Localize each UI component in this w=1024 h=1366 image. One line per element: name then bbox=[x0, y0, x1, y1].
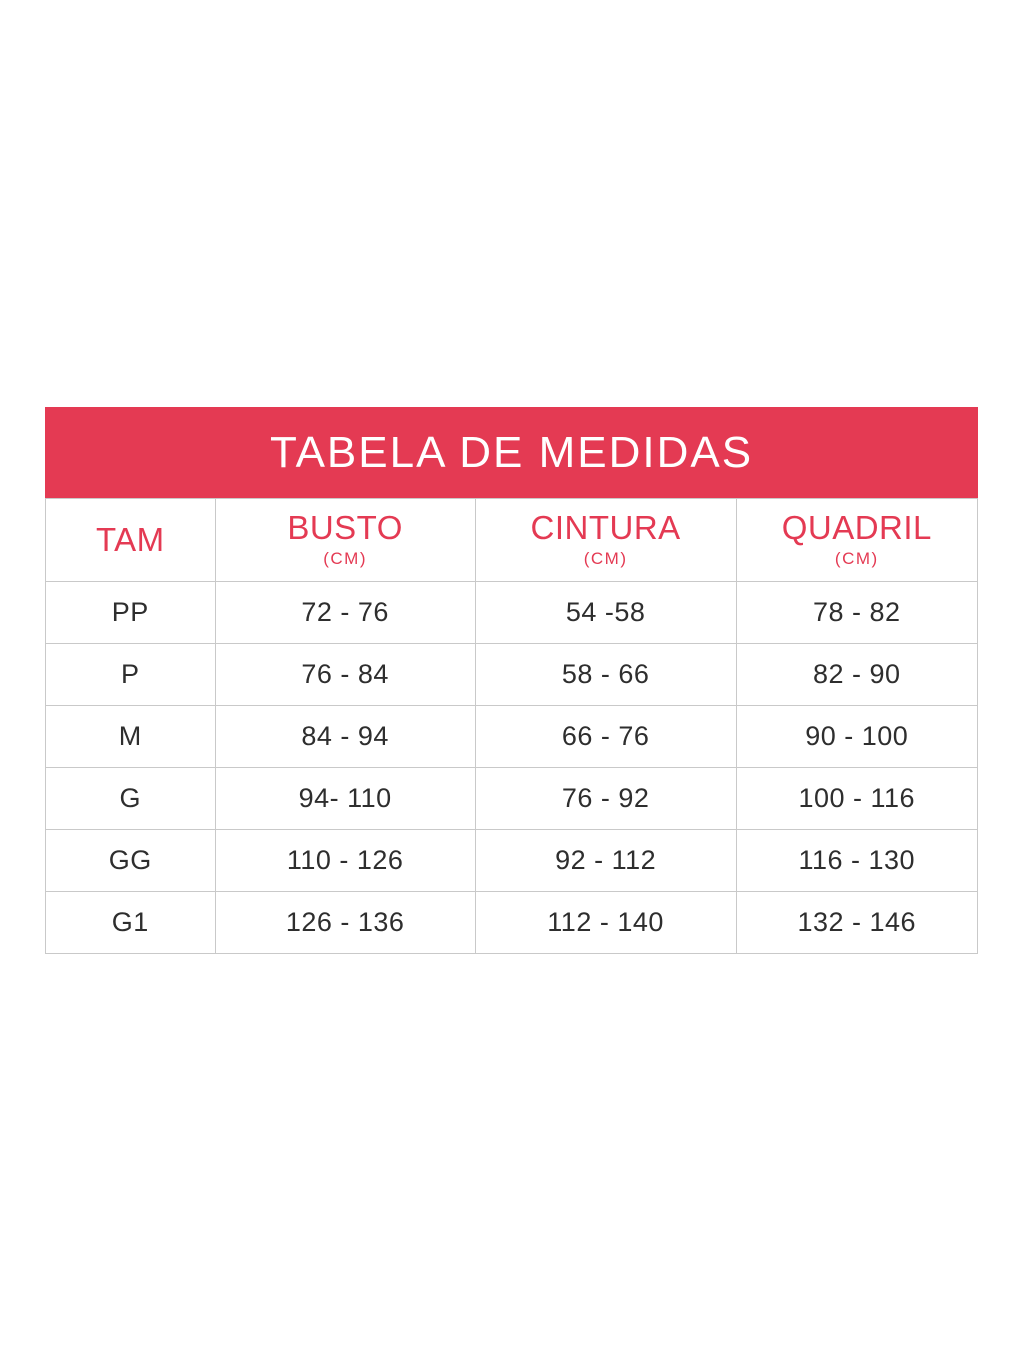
busto-cell: 84 - 94 bbox=[215, 706, 475, 768]
col-unit: (CM) bbox=[583, 548, 628, 568]
col-label: CINTURA bbox=[530, 509, 681, 547]
table-title: TABELA DE MEDIDAS bbox=[269, 427, 754, 477]
col-label: BUSTO bbox=[287, 509, 403, 547]
busto-cell: 94- 110 bbox=[215, 768, 475, 830]
table-row bbox=[46, 706, 978, 768]
size-cell: G bbox=[46, 768, 216, 830]
size-cell: M bbox=[46, 706, 216, 768]
measurements-table bbox=[45, 498, 978, 954]
size-cell: G1 bbox=[46, 892, 216, 954]
table-title-banner bbox=[45, 407, 978, 498]
quadril-cell: 78 - 82 bbox=[736, 582, 977, 644]
col-header-quadril bbox=[736, 499, 977, 582]
col-header-tam bbox=[46, 499, 216, 582]
cintura-cell: 58 - 66 bbox=[475, 644, 736, 706]
quadril-cell: 116 - 130 bbox=[736, 830, 977, 892]
busto-cell: 76 - 84 bbox=[215, 644, 475, 706]
cintura-cell: 66 - 76 bbox=[475, 706, 736, 768]
col-label: QUADRIL bbox=[781, 509, 932, 547]
busto-cell: 126 - 136 bbox=[215, 892, 475, 954]
col-label: TAM bbox=[95, 520, 165, 558]
size-cell: PP bbox=[46, 582, 216, 644]
quadril-cell: 132 - 146 bbox=[736, 892, 977, 954]
table-row bbox=[46, 582, 978, 644]
cintura-cell: 54 -58 bbox=[475, 582, 736, 644]
col-header-busto bbox=[215, 499, 475, 582]
table-row bbox=[46, 830, 978, 892]
cintura-cell: 76 - 92 bbox=[475, 768, 736, 830]
size-cell: GG bbox=[46, 830, 216, 892]
quadril-cell: 100 - 116 bbox=[736, 768, 977, 830]
busto-cell: 72 - 76 bbox=[215, 582, 475, 644]
col-unit: (CM) bbox=[834, 548, 879, 568]
size-chart bbox=[45, 407, 978, 954]
quadril-cell: 90 - 100 bbox=[736, 706, 977, 768]
table-row bbox=[46, 768, 978, 830]
col-unit: (CM) bbox=[323, 548, 367, 568]
col-header-cintura bbox=[475, 499, 736, 582]
quadril-cell: 82 - 90 bbox=[736, 644, 977, 706]
cintura-cell: 112 - 140 bbox=[475, 892, 736, 954]
table-row bbox=[46, 644, 978, 706]
busto-cell: 110 - 126 bbox=[215, 830, 475, 892]
cintura-cell: 92 - 112 bbox=[475, 830, 736, 892]
size-cell: P bbox=[46, 644, 216, 706]
table-row bbox=[46, 892, 978, 954]
header-row bbox=[46, 499, 978, 582]
